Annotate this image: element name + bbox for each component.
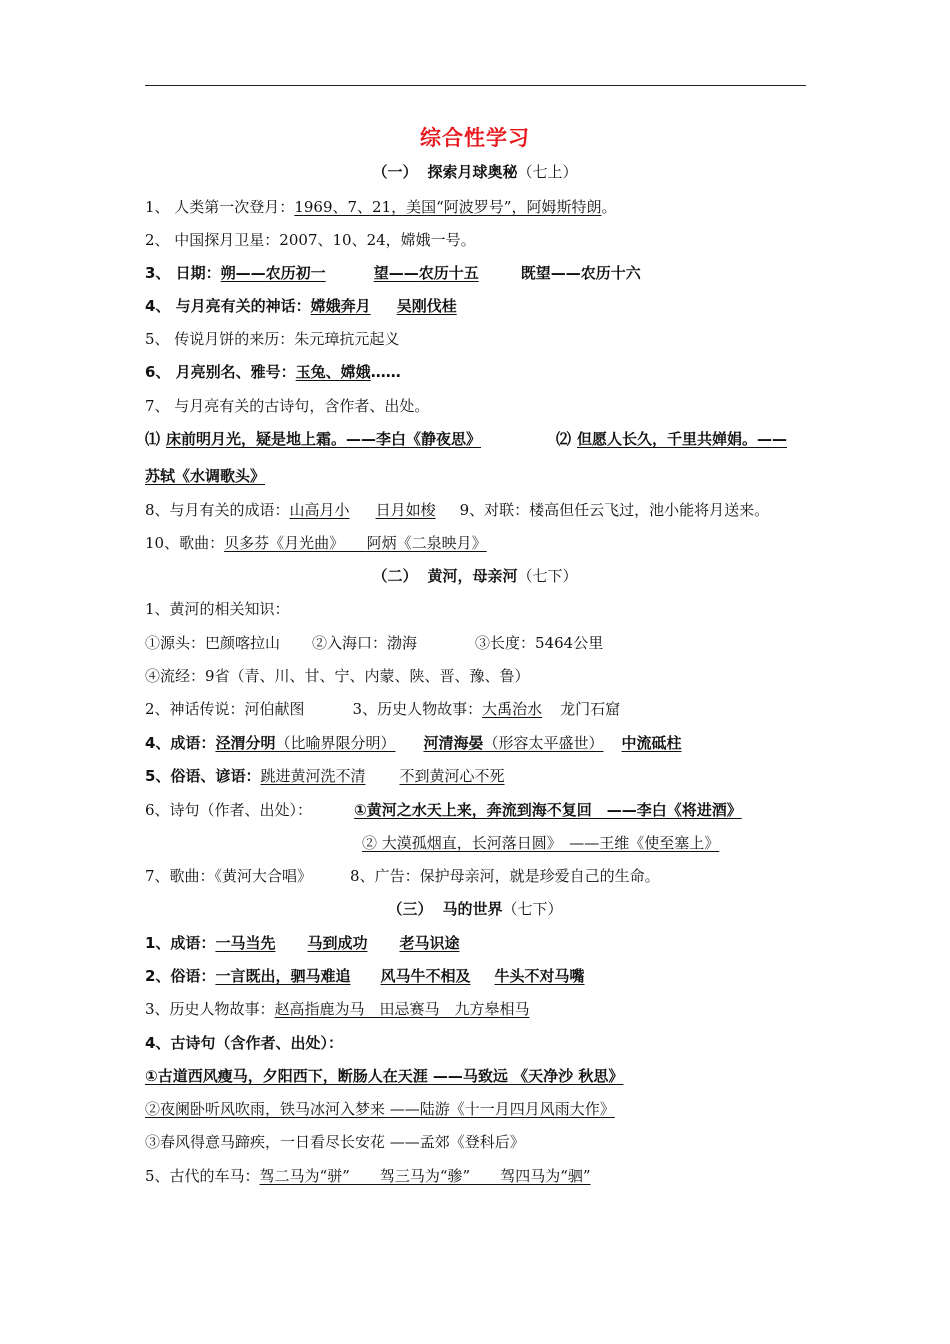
- s1-poem-1: [145, 429, 481, 449]
- saying-c: 牛头不对马嘴: [494, 967, 585, 985]
- s1-poem-2-cont: [145, 466, 265, 486]
- s2-line-6b: [362, 833, 719, 853]
- section-heading-1: [0, 162, 950, 182]
- poem-number: ⑴: [145, 430, 161, 448]
- s3-line-2: [145, 966, 584, 986]
- punct: 。: [601, 198, 617, 216]
- heading-grade: （七下）: [517, 567, 578, 585]
- s3-line-4: 4、古诗句（含作者、出处）：: [145, 1034, 343, 1052]
- answer-b: 日月如梭: [375, 501, 436, 519]
- s2-line-5: [145, 766, 504, 786]
- answer-b: 阿炳《二泉映月》: [366, 534, 487, 552]
- answer-c: 既望——农历十六: [520, 264, 641, 282]
- page-title: 综合性学习: [420, 126, 530, 150]
- label: 3、历史人物故事：: [352, 700, 483, 718]
- answer-b: 望——农历十五: [373, 264, 479, 282]
- s1-line-3: [145, 263, 641, 283]
- label: 1、成语：: [145, 934, 216, 952]
- poem-a: ①黄河之水天上来，奔流到海不复回 ——李白《将进酒》: [354, 801, 742, 819]
- idiom-b: 马到成功: [307, 934, 368, 952]
- answer: 驾二马为“骈” 驾三马为“骖” 驾四马为“驷”: [259, 1167, 591, 1185]
- poem-b: ② 大漠孤烟直，长河落日圆》 ——王维《使至塞上》: [362, 834, 720, 852]
- idiom-b: 河清海晏（形容太平盛世）: [423, 734, 604, 752]
- heading-title: 马的世界: [442, 900, 503, 918]
- heading-number: （三）: [387, 900, 433, 918]
- s1-line-7: 7、 与月亮有关的古诗句，含作者、出处。: [145, 397, 430, 415]
- s1-line-5: 5、 传说月饼的来历：朱元璋抗元起义: [145, 330, 400, 348]
- heading-grade: （七上）: [517, 163, 578, 181]
- poem-number: ⑵: [556, 430, 572, 448]
- heading-title: 探索月球奥秘: [427, 163, 518, 181]
- s2-line-4: [145, 733, 682, 753]
- s1-line-4: [145, 296, 457, 316]
- answer-a: 贝多芬《月光曲》: [224, 534, 337, 552]
- label: 3、 日期：: [145, 264, 221, 282]
- s3-poem-1: [145, 1066, 623, 1086]
- poem-text: 但愿人长久，千里共婵娟。——: [577, 430, 788, 448]
- slogan: 8、广告：保护母亲河，就是珍爱自己的生命。: [350, 867, 660, 885]
- poem-text: ②夜阑卧听风吹雨，铁马冰河入梦来 ——陆游《十一月四月风雨大作》: [145, 1100, 615, 1118]
- source: ①源头：巴颜喀拉山: [145, 634, 281, 652]
- song: 7、歌曲：《黄河大合唱》: [145, 867, 313, 885]
- answer: 玉兔、嫦娥: [295, 363, 371, 381]
- saying-b: 不到黄河心不死: [399, 767, 505, 785]
- answer: 1969、7、21，美国“阿波罗号”，阿姆斯特朗: [294, 198, 602, 216]
- river-length: ③长度：5464公里: [475, 634, 604, 652]
- s2-line-6: [145, 800, 742, 820]
- s1-poem-2: [556, 429, 787, 449]
- answer-a: 朔——农历初一: [220, 264, 326, 282]
- heading-number: （一）: [372, 163, 418, 181]
- s1-line-1: [145, 197, 616, 217]
- saying-b: 风马牛不相及: [380, 967, 471, 985]
- idiom-c: 老马识途: [399, 934, 460, 952]
- poem-source: 苏轼《水调歌头》: [145, 467, 266, 485]
- label: 1、 人类第一次登月：: [145, 198, 295, 216]
- s2-line-7-8: [145, 866, 660, 886]
- s3-line-5: [145, 1166, 591, 1186]
- s3-line-1: [145, 933, 459, 953]
- label: 6、诗句（作者、出处）：: [145, 801, 313, 819]
- saying-a: 一言既出，驷马难追: [215, 967, 351, 985]
- idiom-c: 中流砥柱: [621, 734, 682, 752]
- idiom-a: 一马当先: [215, 934, 276, 952]
- s1-line-8: [145, 500, 769, 520]
- answer-a: 大禹治水: [482, 700, 543, 718]
- label: 5、俗语、谚语：: [145, 767, 261, 785]
- saying-a: 跳进黄河洗不清: [260, 767, 366, 785]
- answer-a: 山高月小: [289, 501, 350, 519]
- section-heading-3: [0, 899, 950, 919]
- s1-line-6: [145, 362, 401, 382]
- ellipsis: ……: [370, 363, 401, 381]
- s3-poem-3: ③春风得意马蹄疾，一日看尽长安花 ——孟郊《登科后》: [145, 1133, 525, 1151]
- label: 8、与月有关的成语：: [145, 501, 290, 519]
- heading-grade: （七下）: [502, 900, 563, 918]
- couplet: 9、对联：楼高但任云飞过，池小能将月送来。: [459, 501, 770, 519]
- idiom-a: 泾渭分明（比喻界限分明）: [215, 734, 396, 752]
- s1-line-2: 2、 中国探月卫星：2007、10、24，嫦娥一号。: [145, 231, 476, 249]
- s2-facts: [145, 633, 603, 653]
- label: 3、历史人物故事：: [145, 1000, 275, 1018]
- label: 10、歌曲：: [145, 534, 225, 552]
- s3-poem-2: [145, 1099, 615, 1119]
- label: 5、古代的车马：: [145, 1167, 260, 1185]
- s2-line-1: 1、黄河的相关知识：: [145, 600, 290, 618]
- gap-underline: [337, 534, 367, 552]
- poem-text: ①古道西风瘦马，夕阳西下，断肠人在天涯 ——马致远 《天净沙 秋思》: [145, 1067, 624, 1085]
- answer: 赵高指鹿为马 田忌赛马 九方皋相马: [274, 1000, 530, 1018]
- answer-b: 龙门石窟: [560, 700, 621, 718]
- section-heading-2: [0, 566, 950, 586]
- s1-line-10: [145, 533, 487, 553]
- label: 4、成语：: [145, 734, 216, 752]
- river-mouth: ②入海口：渤海: [312, 634, 418, 652]
- heading-title: 黄河，母亲河: [427, 567, 518, 585]
- answer-b: 吴刚伐桂: [396, 297, 457, 315]
- label: 2、俗语：: [145, 967, 216, 985]
- label: 4、 与月亮有关的神话：: [145, 297, 311, 315]
- label: 6、 月亮别名、雅号：: [145, 363, 296, 381]
- heading-number: （二）: [372, 567, 418, 585]
- poem-text: 床前明月光，疑是地上霜。——李白《静夜思》: [166, 430, 482, 448]
- s3-line-3: [145, 999, 530, 1019]
- myth: 2、神话传说：河伯献图: [145, 700, 305, 718]
- answer-a: 嫦娥奔月: [310, 297, 371, 315]
- header-rule: [145, 85, 806, 86]
- s2-flow: ④流经：9省（青、川、甘、宁、内蒙、陕、晋、豫、鲁）: [145, 667, 530, 685]
- s2-line-2-3: [145, 699, 620, 719]
